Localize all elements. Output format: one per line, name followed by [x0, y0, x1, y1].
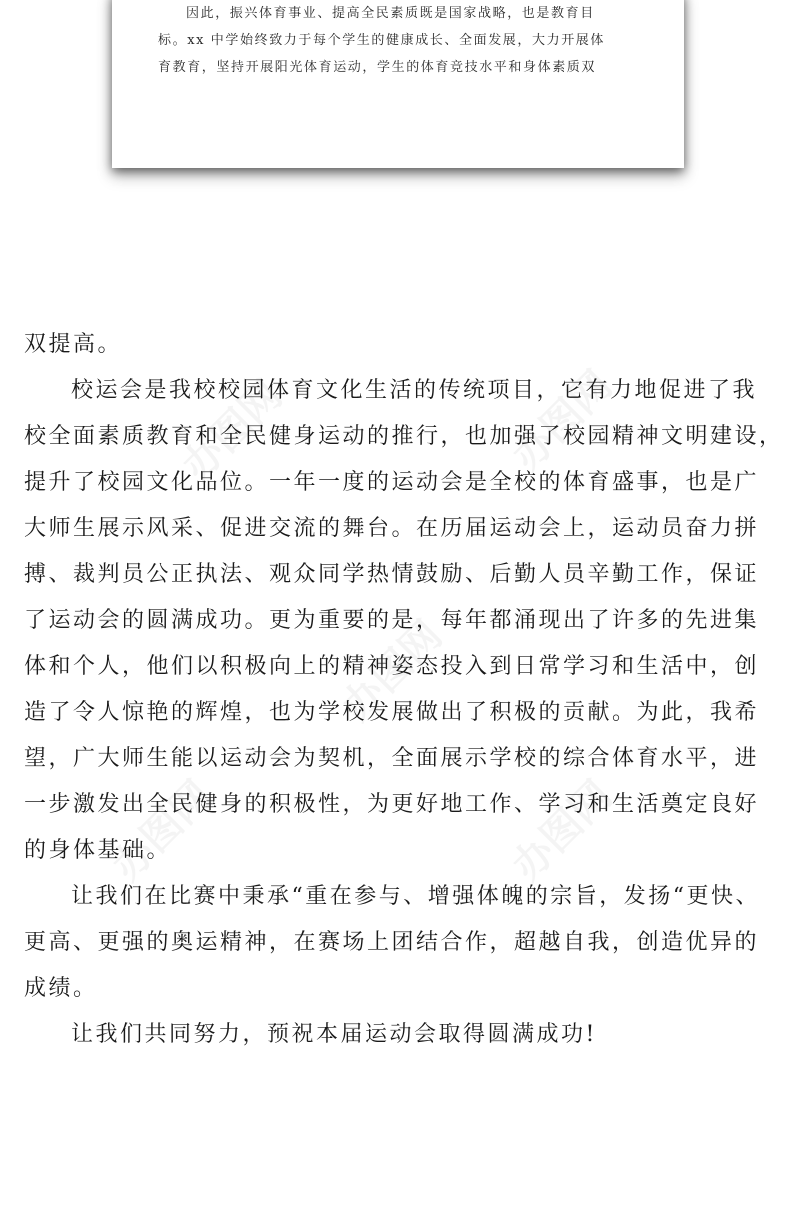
text-line: 大师生展示风采、促进交流的舞台。在历届运动会上，运动员奋力拼: [24, 516, 760, 541]
text-line: 一步激发出全民健身的积极性，为更好地工作、学习和生活奠定良好: [24, 792, 760, 817]
text-line: 望，广大师生能以运动会为契机，全面展示学校的综合体育水平，进: [24, 746, 760, 771]
text-line: 体和个人，他们以积极向上的精神姿态投入到日常学习和生活中，创: [24, 654, 760, 679]
text-line: 让我们在比赛中秉承“重在参与、增强体魄的宗旨，发扬“更快、: [71, 884, 760, 909]
preview-line: 育教育，坚持开展阳光体育运动，学生的体育竞技水平和身体素质双: [158, 60, 597, 75]
text-line: 让我们共同努力，预祝本届运动会取得圆满成功!: [71, 1022, 597, 1047]
document-body: [24, 322, 786, 1058]
text-line: 提升了校园文化品位。一年一度的运动会是全校的体育盛事，也是广: [24, 470, 760, 495]
text-line: 双提高。: [24, 332, 123, 357]
text-line: 校全面素质教育和全民健身运动的推行，也加强了校园精神文明建设，: [24, 424, 784, 449]
text-line: 的身体基础。: [24, 838, 172, 863]
text-line: 搏、裁判员公正执法、观众同学热情鼓励、后勤人员辛勤工作，保证: [24, 562, 760, 587]
preview-line: 标。xx 中学始终致力于每个学生的健康成长、全面发展，大力开展体: [158, 33, 605, 48]
text-line: 成绩。: [24, 976, 98, 1001]
text-line: 了运动会的圆满成功。更为重要的是，每年都涌现出了许多的先进集: [24, 608, 760, 633]
preview-text: [158, 0, 642, 81]
text-line: 校运会是我校校园体育文化生活的传统项目，它有力地促进了我: [71, 378, 758, 403]
previous-page-preview: [112, 0, 684, 168]
preview-line: 因此，振兴体育事业、提高全民素质既是国家战略，也是教育目: [186, 6, 595, 21]
text-line: 更高、更强的奥运精神，在赛场上团结合作，超越自我，创造优异的: [24, 930, 760, 955]
text-line: 造了令人惊艳的辉煌，也为学校发展做出了积极的贡献。为此，我希: [24, 700, 760, 725]
